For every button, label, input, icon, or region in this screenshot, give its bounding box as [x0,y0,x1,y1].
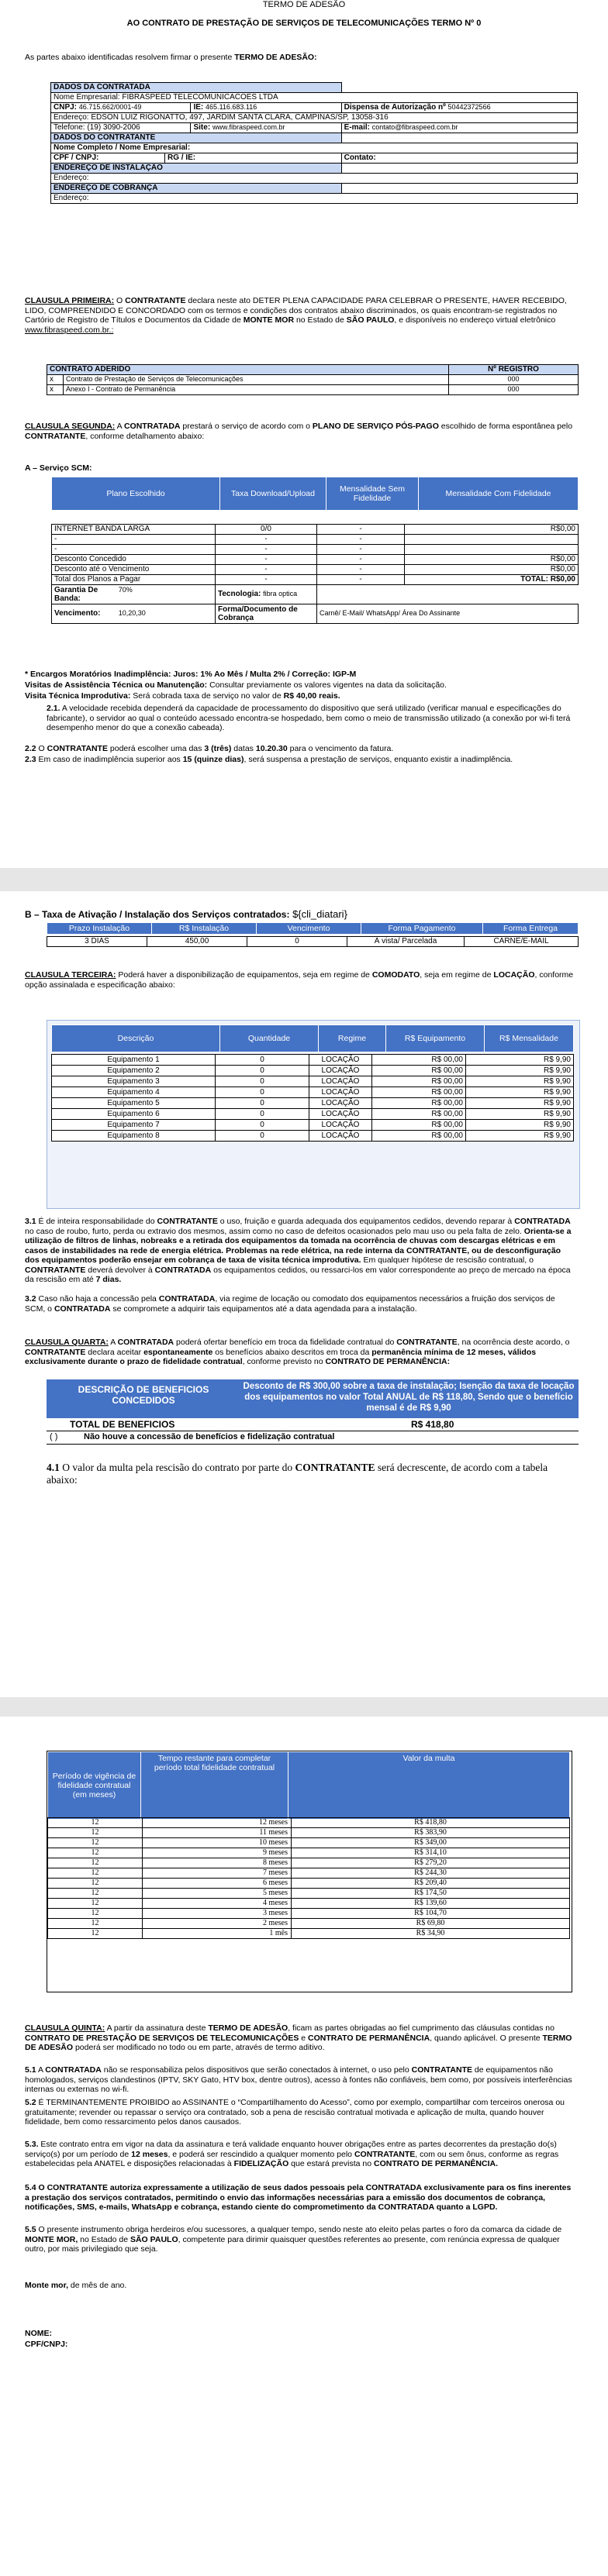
contratada-email: E-mail: contato@fibraspeed.com.br [341,123,577,133]
taxa-title: B – Taxa de Ativação / Instalação dos Serviços contratados: ${cli_diatari} [25,908,347,920]
scm-table: Plano Escolhido Taxa Download/Upload Mensalidade Sem Fidelidade Mensalidade Com Fidelidade [51,477,579,511]
paragrafo-5-2: 5.2 É TERMINANTEMENTE PROIBIDO ao ASSINANTE o “Compartilhamento do Acesso”, como por exemplo, compartilhar com terceiros onerosa ou gratuitamente; revender ou repassar o serviço ora contratado, sob a pena de rescisão contratual motivada e aplicação de multa, quando houver fidelidade, bem como ressarcimento pelos danos causados. [25,2098,565,2127]
paragrafo-5-5: 5.5 O presente instrumento obriga herdeiros e/ou sucessores, a qualquer tempo, sendo neste ato eleito pelas partes o foro da comarca da cidade de MONTE MOR, no Estado de SÃO PAULO, competente para dirimir quaisquer questões referentes ao presente, com renúncia expressa de qualquer outro, por mais privilegiado que seja. [25,2225,562,2254]
table-row: INTERNET BANDA LARGA 0/0 - R$0,00 [52,525,579,535]
paragrafo-5-1: 5.1 A CONTRATADA não se responsabiliza pelos dispositivos que serão conectados à internet, o uso pelo CONTRATANTE de equipamentos não homologados, serviços clandestinos (IPTV, SKY Gato, HTV box, dentre outros), acesso à fontes não confiáveis, bem como, por possíveis interferências internas ou externas no wi-fi. [25,2065,572,2094]
table-row: 12 7 meses R$ 244,30 [48,1868,570,1879]
contratada-endereco: Endereço: EDSON LUIZ RIGONATTO, 497, JARDIM SANTA CLARA, CAMPINAS/SP, 13058-316 [51,113,578,123]
contratante-contato: Contato: [341,153,577,164]
document-title: TERMO DE ADESÃO [262,0,346,9]
page-separator [0,868,608,891]
forma-cobranca-value: Carnê/ E-Mail/ WhatsApp/ Área Do Assinante [317,604,579,624]
paragrafo-5-4: 5.4 O CONTRATANTE autoriza expressamente a utilização de seus dados pessoais pela CONTRATADA exclusivamente para os fins inerentes a prestação dos serviços contratados, permitindo o envio das informações necessárias para a emissão dos documentos de cobrança, notificações, SMS, e-mails, WhatsApp e cobrança, estando ciente do comprometimento da CONTRATADA quanto a LGPD. [25,2183,572,2212]
intro-text: As partes abaixo identificadas resolvem firmar o presente TERMO DE ADESÃO: [25,53,317,62]
paragrafo-3-1: 3.1 É de inteira responsabilidade do CONTRATANTE o uso, fruição e guarda adequada dos equipamentos cedidos, devendo reparar à CONTRATADA no caso de roubo, furto, perda ou extravio dos mesmos, assim como no caso de defeitos ocasionados pelo mau uso ou pela falta de zelo. Orienta-se a utilização de filtros de linhas, nobreaks e a retirada dos equipamentos da tomada na ocorrência de chuvas com descargas elétricas e em casos de instabilidades na rede de energia elétrica. Problemas na rede elétrica, na rede interna da CONTRATANTE, ou de desconfiguração dos equipamentos poderão ensejar em cobrança de taxa de visita técnica improdutiva. Em qualquer hipótese de rescisão contratual, o CONTRATANTE deverá devolver à CONTRATADA os equipamentos cedidos, ou ressarci-los em valor correspondente ao preço de mercado na época da rescisão em até 7 dias. [25,1217,572,1284]
table-row: Desconto Concedido - - R$0,00 [52,555,579,565]
page-separator [0,1697,608,1717]
multa-table [47,1817,570,1939]
contratada-telefone: Telefone: (19) 3090-2006 [51,123,191,133]
taxa-row [47,936,579,947]
table-row: Total dos Planos a Pagar - - TOTAL: R$0,00 [52,575,579,585]
contratada-table [50,82,578,204]
table-row: 12 10 meses R$ 349,00 [48,1838,570,1848]
table-row: Equipamento 4 0 LOCAÇÃO R$ 00,00 R$ 9,90 [52,1087,574,1098]
paragrafo-3-2: 3.2 Caso não haja a concessão pela CONTRATADA, via regime de locação ou comodato dos equipamentos necessários a fruição dos serviços de SCM, o CONTRATADA se compromete a adquirir tais equipamentos até a data agendada para a instalação. [25,1294,555,1314]
beneficios-none-checkbox[interactable]: ( ) [50,1432,58,1441]
table-row: Equipamento 1 0 LOCAÇÃO R$ 00,00 R$ 9,90 [52,1055,574,1066]
page-2 [0,891,608,1697]
contratante-rg: RG / IE: [165,153,342,164]
table-row: Equipamento 3 0 LOCAÇÃO R$ 00,00 R$ 9,90 [52,1076,574,1087]
contratada-ie: IE: 465.116.683.116 [191,103,341,113]
cobranca-endereco: Endereço: [51,194,578,204]
table-row: 12 5 meses R$ 174,50 [48,1889,570,1899]
instalacao-heading: ENDEREÇO DE INSTALAÇÃO [51,164,342,174]
cobranca-heading: ENDEREÇO DE COBRANÇA [51,184,342,194]
table-row: x Contrato de Prestação de Serviços de Telecomunicações 000 [47,375,579,385]
contratante-nome: Nome Completo / Nome Empresarial: [51,143,578,153]
table-row: Desconto até o Vencimento - - R$0,00 [52,565,579,575]
contratada-site: Site: www.fibraspeed.com.br [191,123,341,133]
document-subtitle: AO CONTRATO DE PRESTAÇÃO DE SERVIÇOS DE TELECOMUNICAÇÕES TERMO Nº 0 [126,19,482,28]
table-row: 12 4 meses R$ 139,60 [48,1899,570,1909]
garantia-cell: Garantia De Banda: 70% [52,585,216,604]
table-row: Equipamento 6 0 LOCAÇÃO R$ 00,00 R$ 9,90 [52,1109,574,1120]
clausula-quarta: CLAUSULA QUARTA: A CONTRATADA poderá ofertar benefício em troca da fidelidade contratual do CONTRATANTE, na ocorrência deste acordo, o CONTRATANTE declara aceitar espontaneamente os benefícios abaixo descritos em troca da permanência mínima de 12 meses, válidos exclusivamente durante o prazo de fidelidade contratual, conforme previsto no CONTRATO DE PERMANÊNCIA: [25,1338,570,1366]
table-row: 12 1 mês R$ 34,90 [48,1929,570,1939]
table-row: Equipamento 8 0 LOCAÇÃO R$ 00,00 R$ 9,90 [52,1131,574,1142]
table-row: - - - [52,545,579,555]
table-row: - - - [52,535,579,545]
local-data: Monte mor, de mês de ano. [25,2281,127,2290]
paragrafo-2-3: 2.3 Em caso de inadimplência superior aos 15 (quinze dias), será suspensa a prestação de serviços, enquanto existir a inadimplência. [25,755,513,764]
scm-rows [51,524,579,624]
table-row: 3 DIAS 450,00 0 À vista/ Parcelada CARNÊ/E-MAIL [47,937,579,947]
assinatura-cpfcnpj: CPF/CNPJ: [25,2340,68,2349]
forma-cobranca-label: Forma/Documento de Cobrança [216,604,317,624]
table-row: 12 8 meses R$ 279,20 [48,1858,570,1868]
table-row: 12 9 meses R$ 314,10 [48,1848,570,1858]
page-1 [0,0,608,868]
assinatura-nome: NOME: [25,2329,52,2338]
equipamentos-table [51,1054,574,1142]
encargos-text: * Encargos Moratórios Inadimplência: Juros: 1% Ao Mês / Multa 2% / Correção: IGP-M [25,670,357,679]
table-row: Equipamento 2 0 LOCAÇÃO R$ 00,00 R$ 9,90 [52,1066,574,1076]
visitas-text: Visitas de Assistência Técnica ou Manutenção: Consultar previamente os valores vigentes na data da solicitação. [25,680,447,690]
paragrafo-4-1: 4.1 O valor da multa pela rescisão do contrato por parte do CONTRATANTE será decrescente, de acordo com a tabela abaixo: [47,1462,548,1486]
page-3 [0,1717,608,2576]
equipamentos-header: Descrição Quantidade Regime R$ Equipamento R$ Mensalidade [51,1025,574,1052]
clausula-quinta: CLAUSULA QUINTA: A partir da assinatura deste TERMO DE ADESÃO, ficam as partes obrigadas ao fiel cumprimento das cláusulas contidas no CONTRATO DE PRESTAÇÃO DE SERVIÇOS DE TELECOMUNICAÇÕES e CONTRATO DE PERMANÊNCIA, quando aplicável. O presente TERMO DE ADESÃO poderá ser modificado no todo ou em parte, através de termo aditivo. [25,2023,572,2052]
beneficios-none-row: ( ) Não houve a concessão de benefícios e fidelização contratual [47,1431,579,1445]
beneficios-total-row: TOTAL DE BENEFICIOS R$ 418,80 [47,1418,579,1431]
contratada-cnpj: CNPJ: 46.715.662/0001-49 [51,103,191,113]
contratante-heading: DADOS DO CONTRATANTE [51,133,342,143]
table-row: 12 2 meses R$ 69,80 [48,1919,570,1929]
taxa-table: Prazo Instalação R$ Instalação Vencimento Forma Pagamento Forma Entrega [47,922,579,935]
tecnologia-cell: Tecnologia: fibra optica [216,585,317,604]
contratos-table [47,364,579,395]
table-row: 12 6 meses R$ 209,40 [48,1879,570,1889]
contratos-col-registro: Nº REGISTRO [449,365,579,375]
table-row: 12 11 meses R$ 383,90 [48,1828,570,1838]
contratos-col-contrato: CONTRATO ADERIDO [47,365,449,375]
paragrafo-2-1: 2.1. A velocidade recebida dependerá da capacidade de processamento do dispositivo que será utilizado (verificar manual e especificações do fabricante), o servidor ao qual o conteúdo acessado encontra-se hospedado, bem como o meio de transmissão utilizado (a conexão por wi-fi terá desempenho menor do que a conexão cabeada). [47,704,571,732]
table-row: x Anexo I - Contrato de Permanência 000 [47,385,579,395]
clausula-terceira: CLAUSULA TERCEIRA: Poderá haver a disponibilização de equipamentos, seja em regime de COMODATO, seja em regime de LOCAÇÃO, conforme opção assinalada e especificação abaixo: [25,970,574,990]
contratante-cpf: CPF / CNPJ: [51,153,165,164]
site-link[interactable]: www.fibraspeed.com.br.: [25,325,114,335]
contratada-dispensa: Dispensa de Autorização nº 50442372566 [341,103,577,113]
contratada-heading: DADOS DA CONTRATADA [51,83,342,93]
vencimento-cell: Vencimento: 10,20,30 [52,604,216,624]
paragrafo-2-2: 2.2 O CONTRATANTE poderá escolher uma das 3 (três) datas 10.20.30 para o vencimento da fatura. [25,744,394,753]
beneficios-header: DESCRIÇÃO DE BENEFICIOS CONCEDIDOS Desconto de R$ 300,00 sobre a taxa de instalação; Isenção da taxa de locação dos equipamentos no valor Total ANUAL de R$ 118,80, Sendo que o benefício mensal é de R$ 9,90 [47,1379,579,1418]
instalacao-endereco: Endereço: [51,174,578,184]
scm-title: A – Serviço SCM: [25,463,92,473]
multa-header: Período de vigência de fidelidade contratual (em meses) Tempo restante para completar período total fidelidade contratual Valor da multa [47,1751,570,1820]
clausula-segunda: CLAUSULA SEGUNDA: A CONTRATADA prestará o serviço de acordo com o PLANO DE SERVIÇO PÓS-PAGO escolhido de forma espontânea pelo CONTRATANTE, conforme detalhamento abaixo: [25,422,573,441]
contratada-nome: Nome Empresarial: FIBRASPEED TELECOMUNICACOES LTDA [51,93,578,103]
table-row: Equipamento 5 0 LOCAÇÃO R$ 00,00 R$ 9,90 [52,1098,574,1109]
table-row: Equipamento 7 0 LOCAÇÃO R$ 00,00 R$ 9,90 [52,1120,574,1131]
clausula-primeira: CLAUSULA PRIMEIRA: O CONTRATANTE declara neste ato DETER PLENA CAPACIDADE PARA CELEBRAR O PRESENTE, HAVER RECEBIDO, LIDO, COMPREENDIDO E CONCORDADO com os termos e condições dos contratos abaixo discriminados, os quais encontram-se registrados no Cartório de Registro de Títulos e Documentos da Cidade de MONTE MOR no Estado de SÃO PAULO, e disponíveis no endereço virtual eletrônico www.fibraspeed.com.br.: [25,296,567,335]
table-row: 12 12 meses R$ 418,80 [48,1818,570,1828]
paragrafo-5-3: 5.3. Este contrato entra em vigor na data da assinatura e terá validade enquanto houver obrigações entre as partes decorrentes da prestação do(s) serviço(s) por um período de 12 meses, e poderá ser rescindido a qualquer momento pelo CONTRATANTE, com ou sem ônus, conforme as regras estabelecidas pela ANATEL e disposições relacionadas à FIDELIZAÇÃO que estará prevista no CONTRATO DE PERMANÊNCIA. [25,2140,559,2168]
improdutiva-text: Visita Técnica Improdutiva: Será cobrada taxa de serviço no valor de R$ 40,00 reais. [25,691,340,701]
table-row: 12 3 meses R$ 104,70 [48,1909,570,1919]
